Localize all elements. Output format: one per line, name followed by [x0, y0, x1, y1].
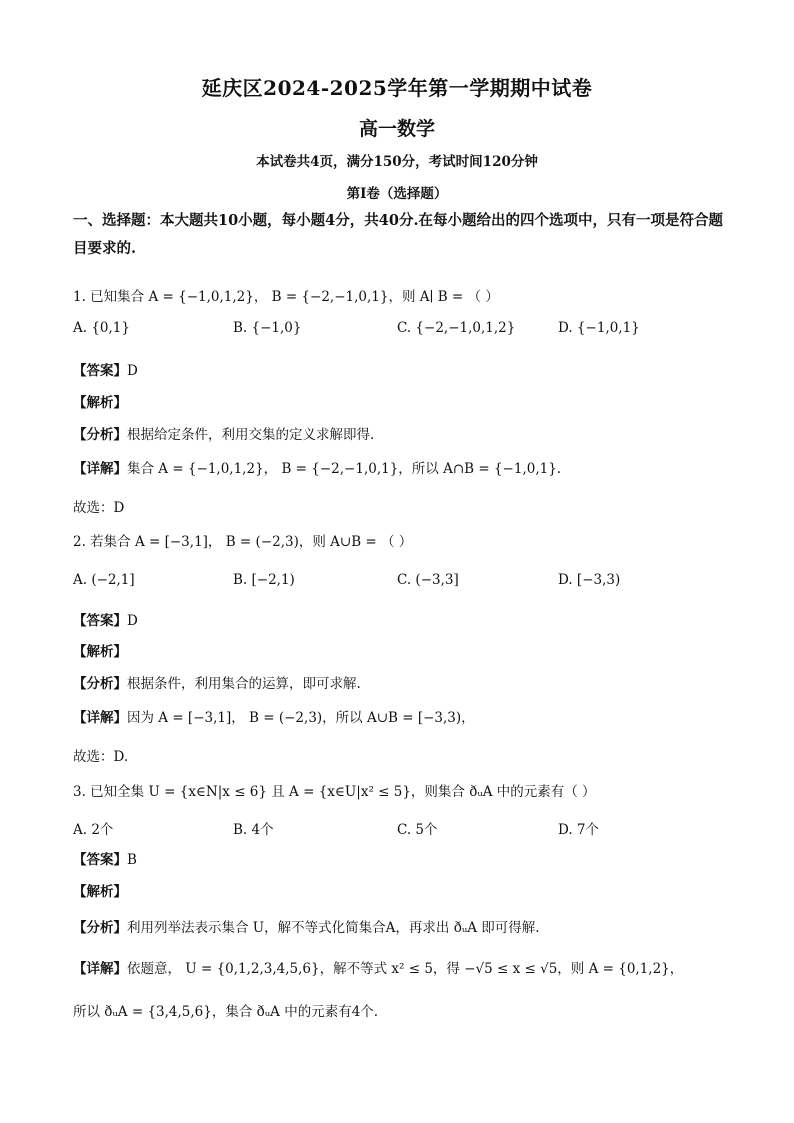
question-1-fenxi: 【分析】根据给定条件，利用交集的定义求解即得. — [73, 427, 375, 443]
question-1-detail: 【详解】集合 A = {−1,0,1,2}， B = {−2,−1,0,1}，所以 A∩B = {−1,0,1}. — [73, 461, 562, 477]
question-3-option-d: D. 7个 — [558, 822, 600, 838]
question-1-option-b: B. {−1,0} — [233, 320, 302, 336]
question-3-answer: 【答案】B — [73, 852, 137, 868]
volume-label: 第I卷（选择题） — [346, 186, 448, 202]
question-1-stem: 1. 已知集合 A = {−1,0,1,2}， B = {−2,−1,0,1}，则 A∣ B = （ ） — [73, 289, 499, 305]
answer-value: D — [127, 363, 138, 379]
question-2-analysis-label: 【解析】 — [73, 644, 127, 660]
exam-subtitle: 高一数学 — [358, 118, 435, 140]
question-1-option-d: D. {−1,0,1} — [558, 320, 640, 336]
question-1-option-a: A. {0,1} — [73, 320, 130, 336]
question-1-conclusion: 故选：D — [73, 500, 125, 516]
question-3-option-a: A. 2个 — [73, 822, 114, 838]
question-2-fenxi: 【分析】根据条件，利用集合的运算，即可求解. — [73, 676, 361, 692]
question-3-detail: 【详解】依题意， U = {0,1,2,3,4,5,6}，解不等式 x² ≤ 5，得 −√5 ≤ x ≤ √5，则 A = {0,1,2}， — [73, 961, 684, 977]
question-1-analysis-label: 【解析】 — [73, 395, 127, 411]
exam-info: 本试卷共4页，满分150分，考试时间120分钟 — [256, 154, 538, 170]
question-2-stem: 2. 若集合 A = [−3,1]， B = (−2,3)，则 A∪B = （ ） — [73, 534, 413, 550]
question-3-stem: 3. 已知全集 U = {x∈N|x ≤ 6} 且 A = {x∈U|x² ≤ 5}，则集合 ðᵤA 中的元素有（ ） — [73, 784, 596, 800]
question-2-answer: 【答案】D — [73, 613, 138, 629]
question-3-detail-continued: 所以 ðᵤA = {3,4,5,6}，集合 ðᵤA 中的元素有4个. — [73, 1004, 379, 1020]
question-3-analysis-label: 【解析】 — [73, 884, 127, 900]
question-2-option-d: D. [−3,3) — [558, 572, 621, 588]
question-3-option-c: C. 5个 — [397, 822, 438, 838]
question-1-answer — [73, 359, 138, 379]
question-3-option-b: B. 4个 — [233, 822, 274, 838]
question-2-option-b: B. [−2,1) — [233, 572, 295, 588]
question-2-option-a: A. (−2,1] — [73, 572, 135, 588]
question-2-conclusion: 故选：D. — [73, 749, 129, 765]
answer-label: 【答案】 — [73, 363, 127, 379]
question-1-option-c: C. {−2,−1,0,1,2} — [397, 320, 516, 336]
question-2-detail: 【详解】因为 A = [−3,1]， B = (−2,3)，所以 A∪B = [−3,3)， — [73, 710, 475, 726]
question-2-option-c: C. (−3,3] — [397, 572, 459, 588]
question-3-fenxi: 【分析】利用列举法表示集合 U，解不等式化简集合A，再求出 ðᵤA 即可得解. — [73, 920, 540, 936]
exam-title: 延庆区2024-2025学年第一学期期中试卷 — [201, 76, 593, 100]
section-heading: 一、选择题：本大题共10小题，每小题4分，共40分.在每小题给出的四个选项中，只有一项是符合题目要求的. — [73, 212, 723, 257]
